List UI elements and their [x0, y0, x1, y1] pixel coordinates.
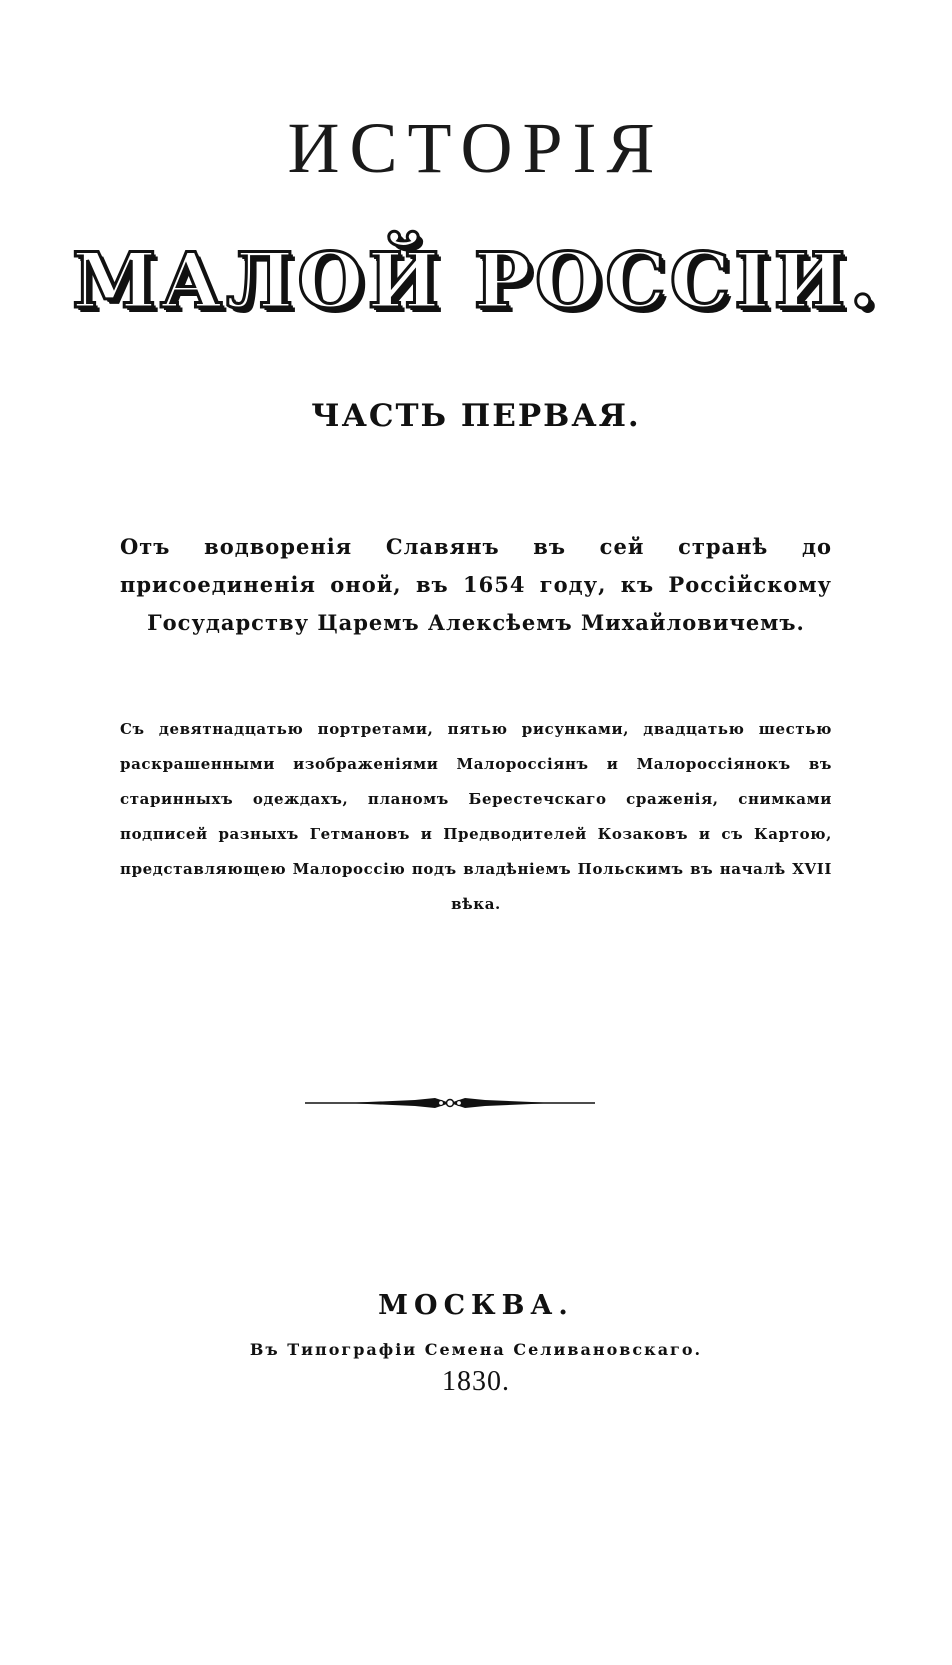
- imprint-city: МОСКВА.: [378, 1290, 574, 1321]
- subtitle-paragraph: Отъ водворенія Славянъ въ сей странѣ до присоединенія оной, въ 1654 году, къ Россійскому Государству Царемъ Алексѣемъ Михайловичемъ.: [120, 534, 832, 635]
- imprint-year: 1830.: [442, 1366, 510, 1397]
- part-heading: ЧАСТЬ ПЕРВАЯ.: [311, 398, 641, 434]
- description-paragraph: Съ девятнадцатью портретами, пятью рисунками, двадцатью шестью раскрашенными изображеніями Малороссіянъ и Малороссіянокъ въ старинныхъ одеждахъ, планомъ Берестечскаго сраженія, снимками подписей разныхъ Гетмановъ и Предводителей Козаковъ и съ Картою, представляющею Малороссію подъ владѣніемъ Польскимъ въ началѣ XVII вѣка.: [120, 720, 832, 913]
- ornamental-rule: [305, 1093, 595, 1113]
- title-line-1: ИСТОРІЯ: [287, 108, 665, 188]
- title-line-2: МАЛОЙ РОССІИ.: [72, 236, 880, 325]
- imprint-printer: Въ Типографіи Семена Селивановскаго.: [249, 1340, 703, 1359]
